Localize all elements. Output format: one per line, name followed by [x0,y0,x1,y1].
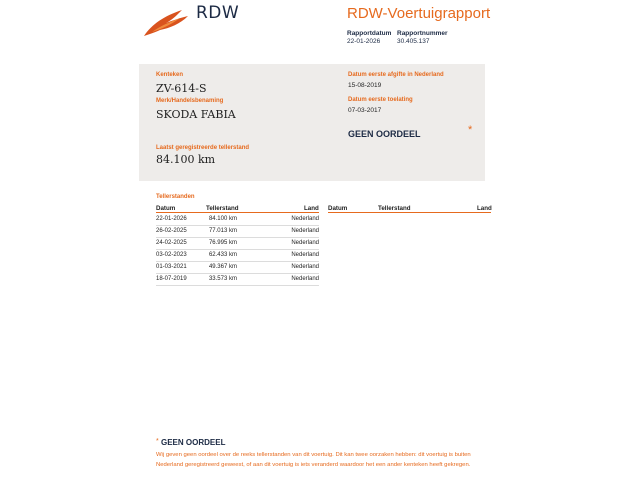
row-date: 26-02-2025 [156,228,187,234]
plate-label: Kenteken [156,72,184,78]
row-country: Nederland [291,276,319,282]
row-country: Nederland [291,240,319,246]
verdict-asterisk: * [468,124,473,136]
verdict: GEEN OORDEEL [348,129,421,139]
odometer-value: 84.100 km [156,153,216,166]
footnote-text: Wij geven geen oordeel over de reeks tellerstanden van dit voertuig. Dit kan twee oorzaken hebben: dit voertuig is buiten Nederland geregistreerd geweest, of aan dit voertuig is iets veranderd waardoor het een ander kenteken heeft gekregen. [156,452,471,468]
row-reading: 62.433 km [208,252,237,258]
report-date [347,30,391,46]
table-header-rule [156,212,319,213]
rdw-logo-icon [142,8,190,38]
row-reading: 84.100 km [208,216,237,222]
footnote-title: GEEN OORDEEL [161,438,226,447]
first-issue-label: Datum eerste afgifte in Nederland [348,72,444,78]
row-date: 22-01-2026 [156,216,187,222]
readings-title: Tellerstanden [156,194,195,200]
table-header-date: Datum [156,205,176,212]
row-reading: 33.573 km [208,276,237,282]
report-date-label: Rapportdatum [347,30,392,37]
first-admission-label: Datum eerste toelating [348,97,413,103]
report-number-value: 30.405.137 [397,38,430,45]
row-date: 03-02-2023 [156,252,187,258]
report-date-value: 22-01-2026 [347,38,381,45]
table-row [156,226,319,238]
report-title: RDW-Voertuigrapport [347,5,491,22]
row-country: Nederland [291,264,319,270]
table-row [156,250,319,262]
table2-header-reading: Tellerstand [378,205,411,212]
report-number [397,30,448,46]
plate-value: ZV-614-S [156,82,207,95]
table-row [156,214,319,226]
table-row [156,274,319,286]
logo-text: RDW [196,3,240,23]
footnote-asterisk: * [156,438,159,445]
row-date: 24-02-2025 [156,240,187,246]
table2-header-rule [328,212,491,213]
table2-header-country: Land [477,205,492,212]
table2-header-date: Datum [328,205,348,212]
row-reading: 49.367 km [208,264,237,270]
row-reading: 76.995 km [208,240,237,246]
odometer-label: Laatst geregistreerde tellerstand [156,145,250,151]
make-value: SKODA FABIA [156,108,236,121]
table-row [156,238,319,250]
table-header-country: Land [304,205,319,212]
first-admission-value: 07-03-2017 [348,107,382,114]
first-issue-value: 15-08-2019 [348,82,382,89]
make-label: Merk/Handelsbenaming [156,98,224,104]
row-country: Nederland [291,228,319,234]
row-country: Nederland [291,216,319,222]
row-country: Nederland [291,252,319,258]
row-date: 01-03-2021 [156,264,187,270]
table-row [156,262,319,274]
report-number-label: Rapportnummer [397,30,448,37]
row-reading: 77.013 km [208,228,237,234]
row-date: 18-07-2019 [156,276,187,282]
table-header-reading: Tellerstand [206,205,239,212]
